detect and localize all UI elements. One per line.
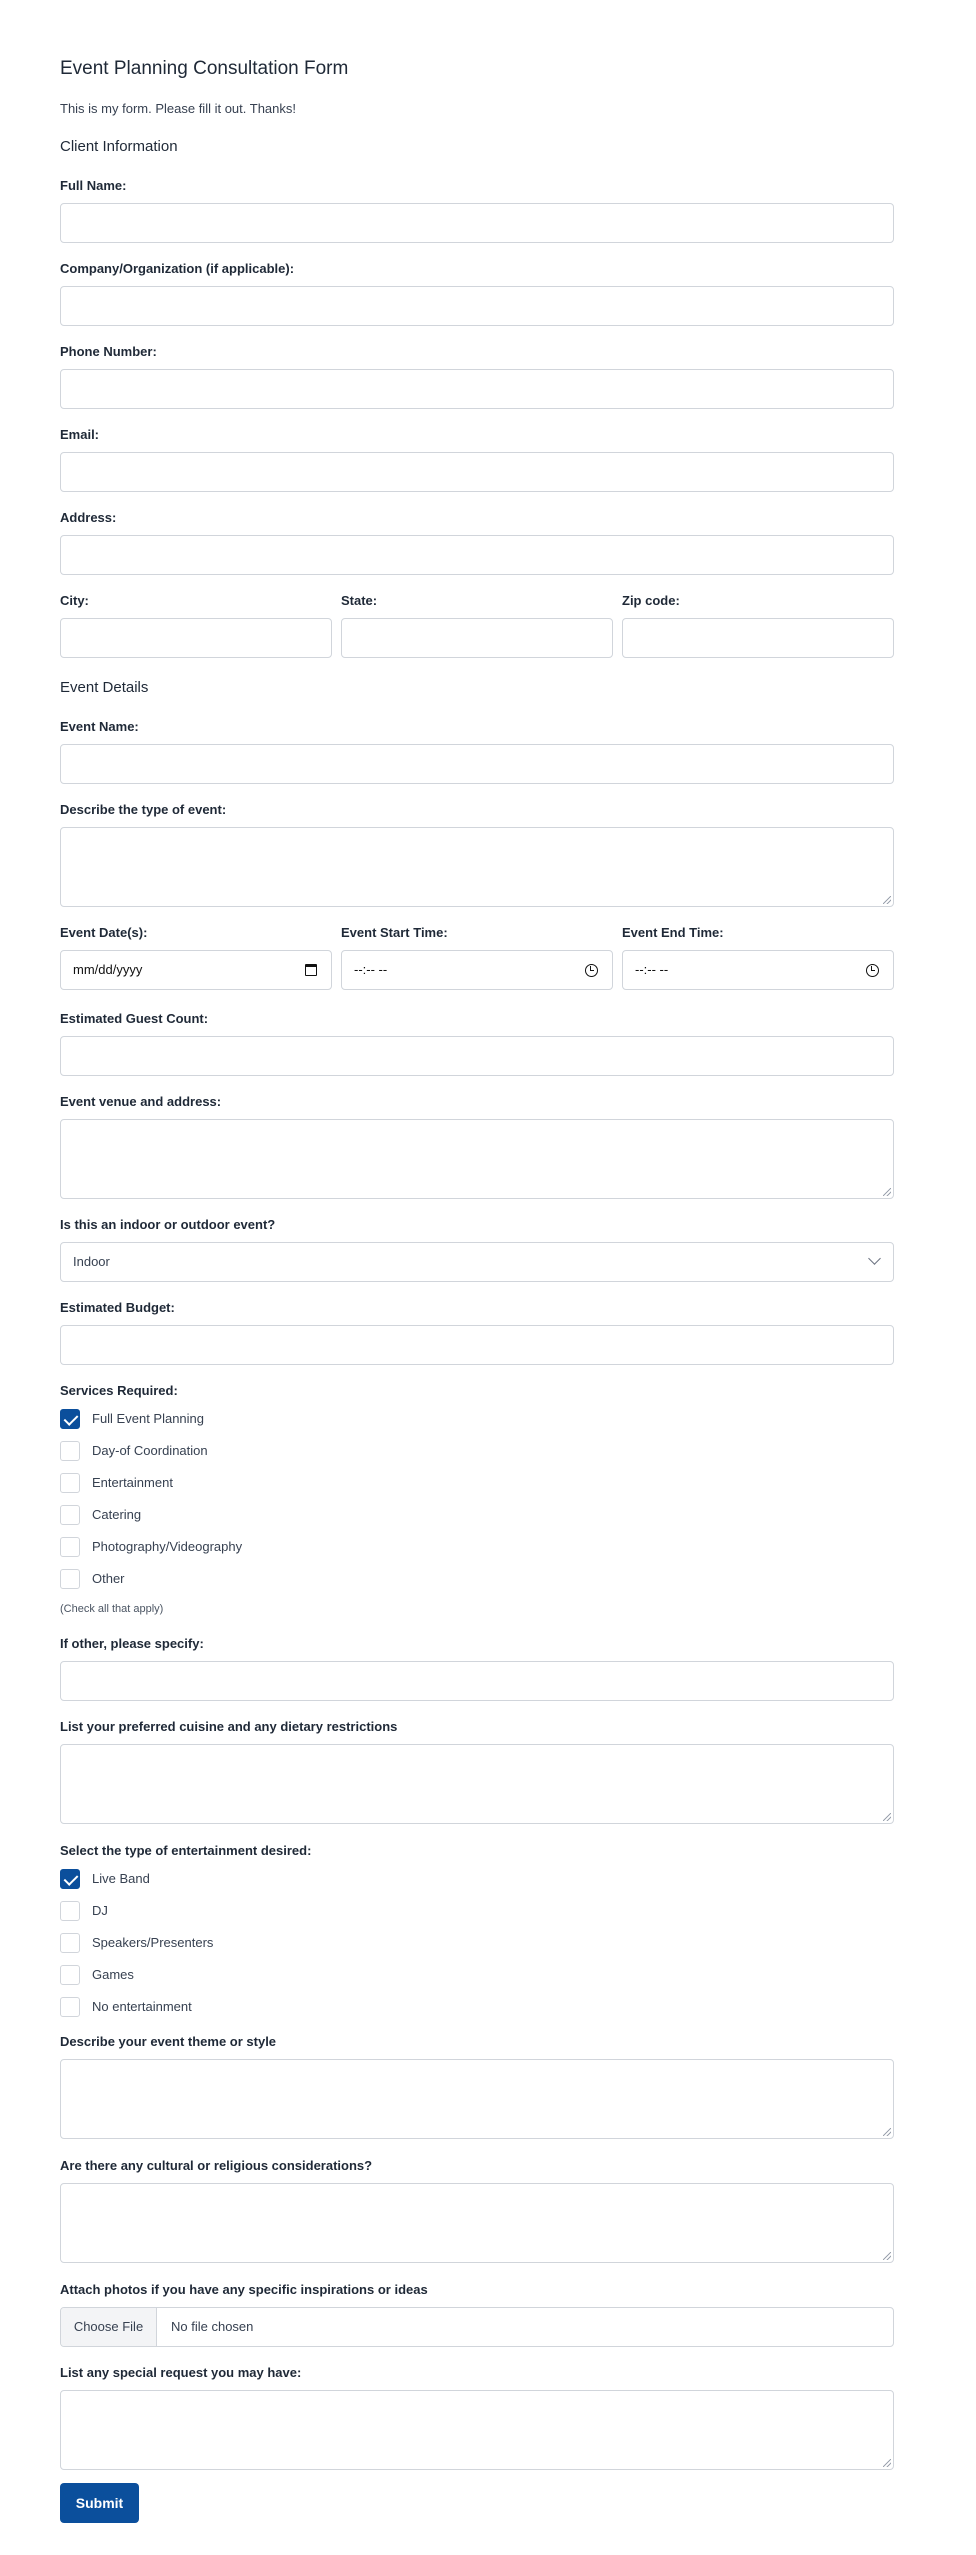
entertainment-option-label: Games xyxy=(92,1967,134,1982)
calendar-icon[interactable] xyxy=(305,964,317,976)
state-input[interactable] xyxy=(341,618,613,658)
form-description: This is my form. Please fill it out. Thanks! xyxy=(60,101,296,116)
budget-label: Estimated Budget: xyxy=(60,1300,175,1315)
venue-label: Event venue and address: xyxy=(60,1094,222,1109)
services-label: Services Required: xyxy=(60,1383,178,1398)
cuisine-label: List your preferred cuisine and any dietary restrictions xyxy=(60,1719,398,1734)
cultural-textarea[interactable] xyxy=(60,2183,894,2263)
full-name-input[interactable] xyxy=(60,203,894,243)
service-option-label: Entertainment xyxy=(92,1475,173,1490)
service-checkbox-2[interactable] xyxy=(60,1473,80,1493)
service-option-label: Day-of Coordination xyxy=(92,1443,208,1458)
entertainment-option-label: DJ xyxy=(92,1903,108,1918)
service-checkbox-0[interactable] xyxy=(60,1409,80,1429)
zip-input[interactable] xyxy=(622,618,894,658)
event-name-input[interactable] xyxy=(60,744,894,784)
phone-input[interactable] xyxy=(60,369,894,409)
event-start-input[interactable] xyxy=(341,950,613,990)
service-option-label: Photography/Videography xyxy=(92,1539,243,1554)
entertainment-option-label: No entertainment xyxy=(92,1999,192,2014)
city-input[interactable] xyxy=(60,618,332,658)
chevron-down-icon xyxy=(868,1252,881,1265)
service-option-label: Full Event Planning xyxy=(92,1411,205,1426)
service-checkbox-3[interactable] xyxy=(60,1505,80,1525)
event-date-placeholder: mm/dd/yyyy xyxy=(73,962,143,977)
service-checkbox-1[interactable] xyxy=(60,1441,80,1461)
submit-button[interactable]: Submit xyxy=(60,2483,139,2523)
entertainment-checkbox-4[interactable] xyxy=(60,1997,80,2017)
guest-count-input[interactable] xyxy=(60,1036,894,1076)
service-checkbox-5[interactable] xyxy=(60,1569,80,1589)
resize-handle-icon[interactable] xyxy=(883,2252,891,2260)
full-name-label: Full Name: xyxy=(60,178,127,193)
entertainment-checkbox-1[interactable] xyxy=(60,1901,80,1921)
indoor-outdoor-value: Indoor xyxy=(73,1254,110,1269)
cuisine-textarea[interactable] xyxy=(60,1744,894,1824)
event-date-label: Event Date(s): xyxy=(60,925,148,940)
service-option-label: Catering xyxy=(92,1507,142,1522)
cultural-label: Are there any cultural or religious considerations? xyxy=(60,2158,373,2173)
event-date-input[interactable] xyxy=(60,950,332,990)
event-type-textarea[interactable] xyxy=(60,827,894,907)
email-input[interactable] xyxy=(60,452,894,492)
state-label: State: xyxy=(341,593,378,608)
entertainment-label: Select the type of entertainment desired: xyxy=(60,1843,312,1858)
service-checkbox-4[interactable] xyxy=(60,1537,80,1557)
theme-label: Describe your event theme or style xyxy=(60,2034,277,2049)
address-label: Address: xyxy=(60,510,117,525)
company-input[interactable] xyxy=(60,286,894,326)
entertainment-option-label: Live Band xyxy=(92,1871,150,1886)
other-specify-label: If other, please specify: xyxy=(60,1636,204,1651)
clock-icon[interactable] xyxy=(585,964,598,977)
event-end-label: Event End Time: xyxy=(622,925,724,940)
resize-handle-icon[interactable] xyxy=(883,2128,891,2136)
service-option-label: Other xyxy=(92,1571,125,1586)
venue-textarea[interactable] xyxy=(60,1119,894,1199)
theme-textarea[interactable] xyxy=(60,2059,894,2139)
resize-handle-icon[interactable] xyxy=(883,896,891,904)
event-end-input[interactable] xyxy=(622,950,894,990)
company-label: Company/Organization (if applicable): xyxy=(60,261,295,276)
event-start-label: Event Start Time: xyxy=(341,925,448,940)
event-name-label: Event Name: xyxy=(60,719,139,734)
special-request-label: List any special request you may have: xyxy=(60,2365,302,2380)
special-request-textarea[interactable] xyxy=(60,2390,894,2470)
resize-handle-icon[interactable] xyxy=(883,2459,891,2467)
section-event-details: Event Details xyxy=(60,679,149,696)
event-end-placeholder: --:-- -- xyxy=(635,962,669,977)
entertainment-checkbox-2[interactable] xyxy=(60,1933,80,1953)
indoor-outdoor-select[interactable] xyxy=(60,1242,894,1282)
email-label: Email: xyxy=(60,427,100,442)
form-title: Event Planning Consultation Form xyxy=(60,58,349,79)
file-status: No file chosen xyxy=(171,2319,254,2334)
other-specify-input[interactable] xyxy=(60,1661,894,1701)
budget-input[interactable] xyxy=(60,1325,894,1365)
resize-handle-icon[interactable] xyxy=(883,1188,891,1196)
zip-label: Zip code: xyxy=(622,593,680,608)
phone-label: Phone Number: xyxy=(60,344,157,359)
clock-icon[interactable] xyxy=(866,964,879,977)
event-type-label: Describe the type of event: xyxy=(60,802,227,817)
entertainment-checkbox-0[interactable] xyxy=(60,1869,80,1889)
guest-count-label: Estimated Guest Count: xyxy=(60,1011,209,1026)
city-label: City: xyxy=(60,593,89,608)
attach-photos-input[interactable] xyxy=(60,2307,894,2347)
resize-handle-icon[interactable] xyxy=(883,1813,891,1821)
indoor-outdoor-label: Is this an indoor or outdoor event? xyxy=(60,1217,276,1232)
entertainment-option-label: Speakers/Presenters xyxy=(92,1935,214,1950)
event-start-placeholder: --:-- -- xyxy=(354,962,388,977)
entertainment-checkbox-3[interactable] xyxy=(60,1965,80,1985)
services-hint: (Check all that apply) xyxy=(60,1603,164,1615)
choose-file-button[interactable]: Choose File xyxy=(61,2308,157,2346)
section-client-information: Client Information xyxy=(60,138,178,155)
address-input[interactable] xyxy=(60,535,894,575)
attach-photos-label: Attach photos if you have any specific inspirations or ideas xyxy=(60,2282,428,2297)
